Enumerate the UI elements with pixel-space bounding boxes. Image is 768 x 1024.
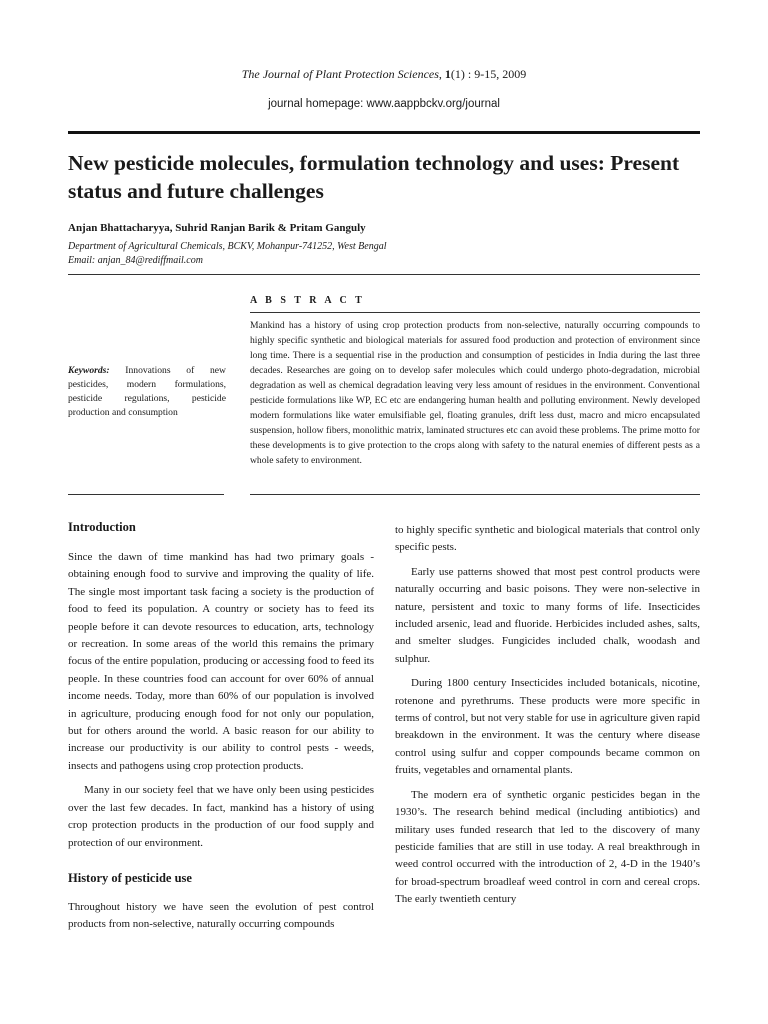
abstract-bottom-rule [250,494,700,495]
history-paragraph-4: The modern era of synthetic organic pesticides began in the 1930’s. The research behind medical (including antibiotics) and military uses funded research that led to the discovery of many pesticide families that are still in use today. A real breakthrough in weed control occurred with the introduction of 2, 4-D in the 1940’s for broad-spectrum broadleaf weed control in corn and cereal crops. The early twentieth century [395,788,700,906]
introduction-paragraph-1: Since the dawn of time mankind has had two primary goals - obtaining enough food to survive and improving the quality of life. The single most important task facing a society is the production of food to feed its population. A country or society has to feed its people before it can devote resources to education, arts, technology or recreation. In some areas of the world this remains the primary focus of the entire population, producing or accessing food to feed its people. In these countries food can account for over 60% of annual income needs. Today, more than 60% of our population is involved in agriculture, producing enough food for not only our population, but for others around the world. A basic reason for our ability to increase our productivity is our ability to control pests - weeds, insects and pathogens using crop protection products. [68,551,374,772]
keywords-bottom-rule [68,494,224,495]
left-column [68,520,374,934]
journal-volume: 1 [444,67,451,81]
journal-homepage: journal homepage: www.aappbckv.org/journal [268,98,500,110]
introduction-paragraph-2: Many in our society feel that we have only been using pesticides over the last few decades. In fact, mankind has a history of using crop protection products in the production of our food supply and protection of our environment. [68,784,374,849]
header-rule [68,131,700,134]
keywords-block [68,364,226,420]
history-paragraph-2: Early use patterns showed that most pest control products were naturally occurring and basic poisons. They were non-selective in nature, persistent and toxic to many forms of life. Insecticides included arsenic, lead and fluoride. Herbicides included ashes, salts, and smelter sludges. Fungicides included chalk, woodash and sulphur. [395,565,700,665]
article-title: New pesticide molecules, formulation technology and uses: Present status and future challenges [68,151,680,203]
keywords-label: Keywords: [68,365,110,376]
history-paragraph-1: Throughout history we have seen the evolution of pest control products from non-selective, naturally occurring compounds [68,900,374,931]
affiliation: Department of Agricultural Chemicals, BCKV, Mohanpur-741252, West Bengal [68,241,387,252]
abstract-heading: A B S T R A C T [250,295,365,306]
history-paragraph-3: During 1800 century Insecticides included botanicals, nicotine, rotenone and pyrethrums. These products were more specific in terms of control, but not very stable for use in agriculture given rapid breakdown in the environment. It was the century where disease control using sulfur and copper compounds became common on fruits, vegetables and ornamental plants. [395,677,700,777]
abstract-heading-rule [250,312,700,313]
history-heading: History of pesticide use [68,870,192,885]
abstract-text: Mankind has a history of using crop protection products from non-selective, naturally occurring compounds to highly specific synthetic and biological materials for assured food production and protection of environment since long time. There is a sequential rise in the production and consumption of pesticides in India during the last three decades. Researches are going on to develop safer molecules which could undergo photo-degradation, microbial degradation as well as chemical degradation leaving very less amount of residues in the environment. Conventional pesticide formulations like WP, EC etc are endangering human health and polluting environment. Newly developed modern formulations like water emulsifiable gel, floating granules, drift less dust, macro and micro encapsulated suspension, hollow fibers, monolithic matrix, laminated structures etc can avoid these problems. The prime motto for these developments is to give protection to the crops along with safety to the natural enemies of different pests as a whole safety to environment. [250,320,700,467]
journal-issue-pages-year: (1) : 9-15, 2009 [450,67,527,81]
journal-citation: The Journal of Plant Protection Sciences, 1(1) : 9-15, 2009 [241,67,527,81]
introduction-heading: Introduction [68,520,136,534]
article-authors: Anjan Bhattacharyya, Suhrid Ranjan Barik & Pritam Ganguly [68,222,366,234]
keywords-text: Innovations of new pesticides, modern formulations, pesticide regulations, pesticide production and consumption [68,365,226,418]
author-email: Email: anjan_84@rediffmail.com [68,255,203,266]
journal-name: The Journal of Plant Protection Sciences [241,67,439,81]
affiliation-divider [68,274,700,275]
history-paragraph-1-continued: to highly specific synthetic and biological materials that control only specific pests. [395,524,700,554]
author-affiliation-block [68,240,387,268]
right-column [395,522,700,909]
